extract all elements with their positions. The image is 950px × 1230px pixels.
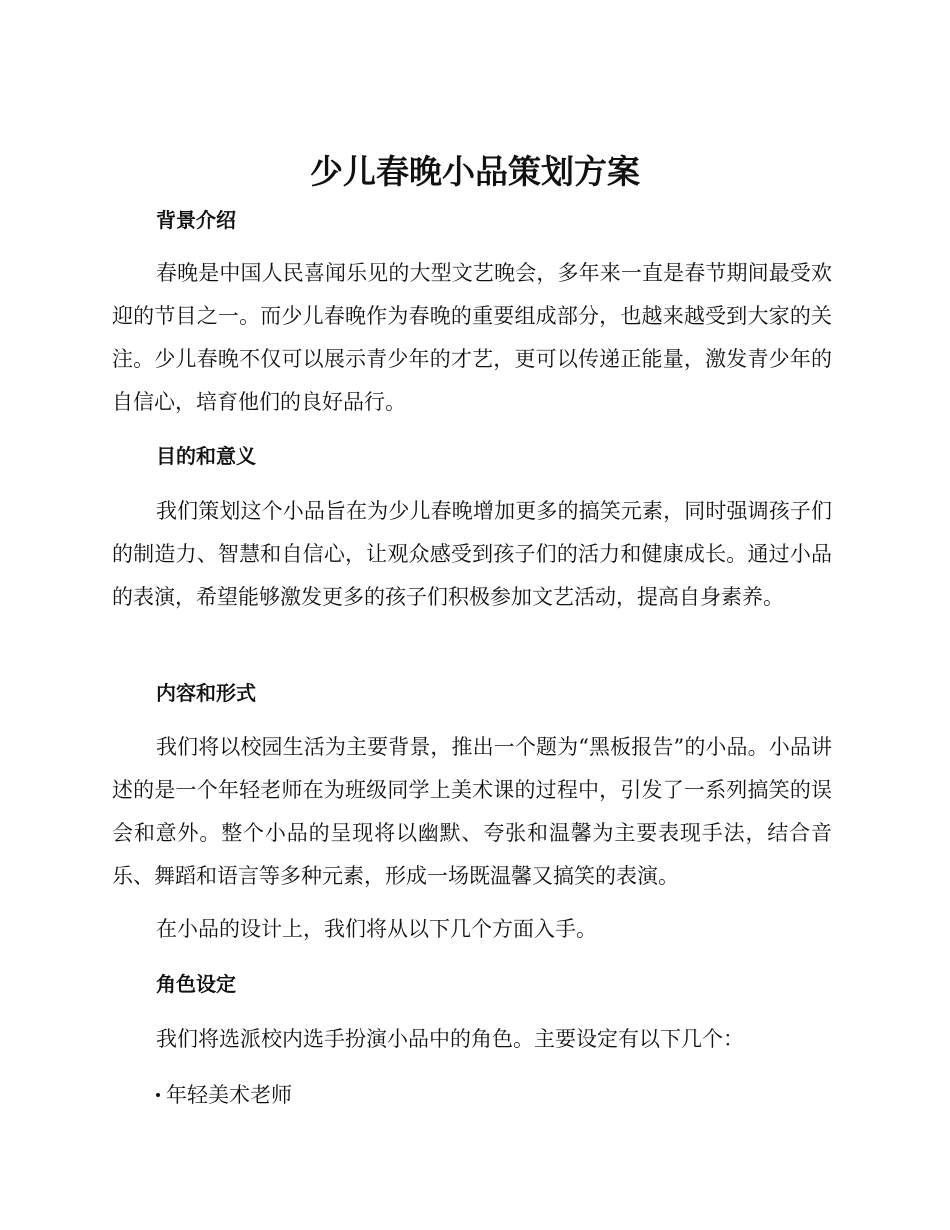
section-paragraph: 我们策划这个小品旨在为少儿春晚增加更多的搞笑元素，同时强调孩子们的制造力、智慧和自信心，让观众感受到孩子们的活力和健康成长。通过小品的表演，希望能够激发更多的孩子们积极参加文艺活动，提高自身素养。 xyxy=(112,499,832,609)
document-title: 少儿春晚小品策划方案 xyxy=(310,152,640,191)
section-heading-background: 背景介绍 xyxy=(156,208,236,232)
list-item-text: 年轻美术老师 xyxy=(166,1083,292,1107)
section-heading-roles: 角色设定 xyxy=(156,972,236,996)
section-paragraph: 我们将选派校内选手扮演小品中的角色。主要设定有以下几个： xyxy=(156,1027,744,1051)
section-heading-purpose: 目的和意义 xyxy=(156,444,256,468)
bullet-icon xyxy=(156,1093,160,1097)
section-heading-content: 内容和形式 xyxy=(156,681,256,705)
section-paragraph: 春晚是中国人民喜闻乐见的大型文艺晚会，多年来一直是春节期间最受欢迎的节目之一。而少儿春晚作为春晚的重要组成部分，也越来越受到大家的关注。少儿春晚不仅可以展示青少年的才艺，更可以传递正能量，激发青少年的自信心，培育他们的良好品行。 xyxy=(112,261,832,414)
list-item xyxy=(156,1080,292,1110)
section-paragraph: 在小品的设计上，我们将从以下几个方面入手。 xyxy=(156,917,597,941)
section-paragraph: 我们将以校园生活为主要背景，推出一个题为“黑板报告”的小品。小品讲述的是一个年轻老师在为班级同学上美术课的过程中，引发了一系列搞笑的误会和意外。整个小品的呈现将以幽默、夸张和温馨为主要表现手法，结合音乐、舞蹈和语言等多种元素，形成一场既温馨又搞笑的表演。 xyxy=(112,735,832,888)
